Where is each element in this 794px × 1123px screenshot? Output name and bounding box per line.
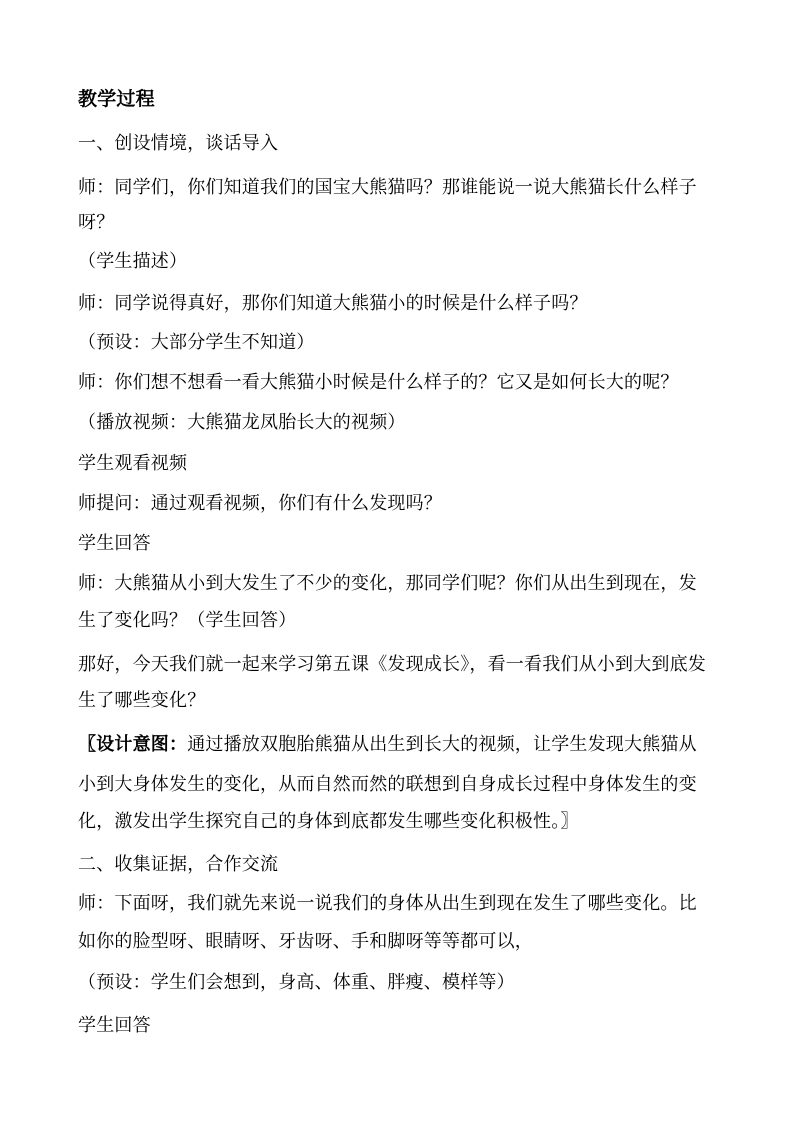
section-heading-1: 一、创设情境，谈话导入 (78, 133, 279, 154)
paragraph: 师：你们想不想看一看大熊猫小时候是什么样子的？它又是如何长大的呢？ (78, 372, 679, 393)
paragraph-line: 师：大熊猫从小到大发生了不少的变化，那同学们呢？你们从出生到现在，发 (78, 573, 697, 594)
paragraph-line: 生了变化吗？（学生回答） (78, 610, 297, 631)
paragraph: 师提问：通过观看视频，你们有什么发现吗？ (78, 493, 442, 514)
paragraph: 学生回答 (78, 533, 151, 554)
design-intent-line (78, 732, 728, 758)
paragraph: 学生回答 (78, 1015, 151, 1036)
paragraph: （预设：学生们会想到，身高、体重、胖瘦、模样等） (78, 972, 515, 993)
paragraph-line: 如你的脸型呀、眼睛呀、牙齿呀、手和脚呀等等都可以， (78, 931, 533, 952)
design-intent-heading: 〖设计意图： (78, 734, 188, 755)
paragraph: 师：同学说得真好，那你们知道大熊猫小的时候是什么样子吗？ (78, 293, 588, 314)
paragraph: （播放视频：大熊猫龙凤胎长大的视频） (78, 412, 406, 433)
paragraph-line: 那好，今天我们就一起来学习第五课《发现成长》，看一看我们从小到大到底发 (78, 654, 706, 675)
page-title: 教学过程 (78, 88, 155, 110)
paragraph-line: 师：同学们，你们知道我们的国宝大熊猫吗？那谁能说一说大熊猫长什么样子 (78, 177, 697, 198)
section-heading-2: 二、收集证据，合作交流 (78, 854, 279, 875)
paragraph: （学生描述） (78, 251, 188, 272)
paragraph: （预设：大部分学生不知道） (78, 332, 315, 353)
paragraph-line: 生了哪些变化？ (78, 690, 206, 711)
paragraph-line: 师：下面呀，我们就先来说一说我们的身体从出生到现在发生了哪些变化。比 (78, 893, 697, 914)
paragraph: 学生观看视频 (78, 453, 188, 474)
design-intent-line: 化，激发出学生探究自己的身体到底都发生哪些变化积极性。〗 (78, 811, 579, 832)
design-intent-line: 小到大身体发生的变化，从而自然而然的联想到自身成长过程中身体发生的变 (78, 774, 697, 795)
paragraph-line: 呀？ (78, 212, 115, 233)
design-intent-text: 通过播放双胞胎熊猫从出生到长大的视频，让学生发现大熊猫从 (187, 734, 697, 755)
